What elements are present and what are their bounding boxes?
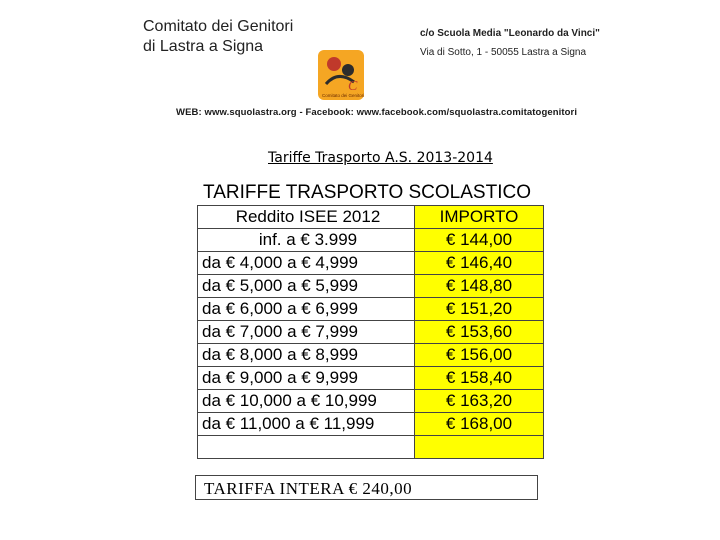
table-row <box>198 413 544 436</box>
empty-cell <box>415 436 544 459</box>
page-title: Tariffe Trasporto A.S. 2013-2014 <box>268 150 493 166</box>
income-range-cell: da € 11,000 a € 11,999 <box>198 413 415 436</box>
table-row <box>198 344 544 367</box>
column-header-income: Reddito ISEE 2012 <box>198 206 415 229</box>
committee-logo-icon <box>318 50 364 100</box>
amount-cell: € 144,00 <box>415 229 544 252</box>
income-range-cell: da € 8,000 a € 8,999 <box>198 344 415 367</box>
column-header-amount: IMPORTO <box>415 206 544 229</box>
web-links: WEB: www.squolastra.org - Facebook: www.facebook.com/squolastra.comitatogenitori <box>176 107 578 118</box>
empty-cell <box>198 436 415 459</box>
org-address <box>420 24 600 62</box>
logo-caption: Comitato dei Genitori <box>322 93 364 98</box>
table-header-row <box>198 206 544 229</box>
table-row <box>198 298 544 321</box>
org-name-line2: di Lastra a Signa <box>143 38 264 55</box>
amount-cell: € 153,60 <box>415 321 544 344</box>
income-range-cell: da € 4,000 a € 4,999 <box>198 252 415 275</box>
income-range-cell: da € 5,000 a € 5,999 <box>198 275 415 298</box>
org-address-line1: c/o Scuola Media "Leonardo da Vinci" <box>420 28 600 39</box>
income-range-cell: da € 6,000 a € 6,999 <box>198 298 415 321</box>
amount-cell: € 163,20 <box>415 390 544 413</box>
table-row <box>198 229 544 252</box>
table-row <box>198 275 544 298</box>
full-rate-text: TARIFFA INTERA € 240,00 <box>204 479 413 498</box>
income-range-cell: da € 10,000 a € 10,999 <box>198 390 415 413</box>
income-range-cell: da € 7,000 a € 7,999 <box>198 321 415 344</box>
income-range-cell: da € 9,000 a € 9,999 <box>198 367 415 390</box>
table-row <box>198 321 544 344</box>
amount-cell: € 146,40 <box>415 252 544 275</box>
amount-cell: € 151,20 <box>415 298 544 321</box>
table-empty-row <box>198 436 544 459</box>
org-address-line2: Via di Sotto, 1 - 50055 Lastra a Signa <box>420 47 587 58</box>
income-range-cell: inf. a € 3.999 <box>198 229 415 252</box>
table-row <box>198 367 544 390</box>
svg-text:C: C <box>348 79 358 94</box>
org-name <box>143 17 293 57</box>
table-row <box>198 390 544 413</box>
amount-cell: € 168,00 <box>415 413 544 436</box>
amount-cell: € 156,00 <box>415 344 544 367</box>
fees-table <box>197 205 544 459</box>
table-title: TARIFFE TRASPORTO SCOLASTICO <box>203 182 531 203</box>
table-row <box>198 252 544 275</box>
amount-cell: € 148,80 <box>415 275 544 298</box>
amount-cell: € 158,40 <box>415 367 544 390</box>
org-name-line1: Comitato dei Genitori <box>143 18 294 35</box>
full-rate-box <box>195 475 538 500</box>
